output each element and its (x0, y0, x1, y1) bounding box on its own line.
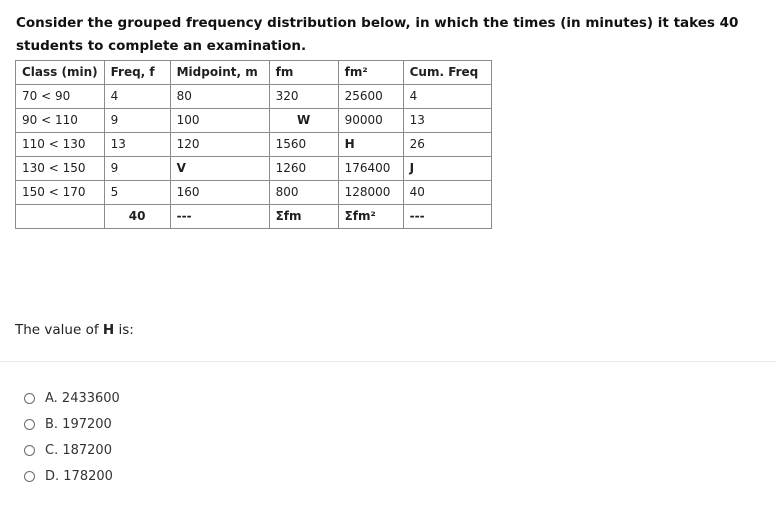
cell-midpoint: 100 (170, 109, 269, 133)
cell-midpoint: 80 (170, 85, 269, 109)
table-totals-row (16, 205, 492, 229)
radio-icon[interactable] (24, 419, 35, 430)
table-row (16, 133, 492, 157)
question-text: Consider the grouped frequency distribution below, in which the times (in minutes) it takes 40 students to complete an examination. (16, 15, 739, 54)
option-a[interactable] (24, 385, 120, 411)
header-freq: Freq, f (104, 61, 170, 85)
prompt-suffix: is: (114, 322, 134, 338)
cell-fm-squared-unknown-h: H (338, 133, 403, 157)
prompt-variable: H (102, 322, 115, 338)
cell-cum-freq: 13 (403, 109, 491, 133)
radio-icon[interactable] (24, 445, 35, 456)
cell-class: 150 < 170 (16, 181, 105, 205)
option-label: B. 197200 (45, 416, 112, 432)
header-midpoint: Midpoint, m (170, 61, 269, 85)
cell-cum-freq-unknown-j: J (403, 157, 491, 181)
cell-freq: 13 (104, 133, 170, 157)
header-fm: fm (269, 61, 338, 85)
cell-totals-empty (16, 205, 105, 229)
cell-class: 90 < 110 (16, 109, 105, 133)
cell-midpoint: 120 (170, 133, 269, 157)
header-class: Class (min) (16, 61, 105, 85)
cell-fm-squared: 25600 (338, 85, 403, 109)
cell-class: 110 < 130 (16, 133, 105, 157)
header-cum-freq: Cum. Freq (403, 61, 491, 85)
cell-fm-squared: 176400 (338, 157, 403, 181)
header-fm-squared: fm² (338, 61, 403, 85)
cell-total-midpoint: --- (170, 205, 269, 229)
cell-cum-freq: 26 (403, 133, 491, 157)
option-label: A. 2433600 (45, 390, 120, 406)
table-row (16, 157, 492, 181)
cell-class: 70 < 90 (16, 85, 105, 109)
option-label: C. 187200 (45, 442, 112, 458)
option-label: D. 178200 (45, 468, 113, 484)
cell-fm-squared: 128000 (338, 181, 403, 205)
cell-midpoint: 160 (170, 181, 269, 205)
cell-cum-freq: 40 (403, 181, 491, 205)
radio-icon[interactable] (24, 471, 35, 482)
cell-fm-squared: 90000 (338, 109, 403, 133)
cell-freq: 4 (104, 85, 170, 109)
option-b[interactable] (24, 411, 120, 437)
cell-fm-unknown-w: W (269, 109, 338, 133)
table-row (16, 85, 492, 109)
cell-cum-freq: 4 (403, 85, 491, 109)
cell-total-freq: 40 (104, 205, 170, 229)
question-prompt (15, 322, 134, 338)
cell-fm: 800 (269, 181, 338, 205)
cell-freq: 9 (104, 109, 170, 133)
cell-fm: 320 (269, 85, 338, 109)
cell-freq: 9 (104, 157, 170, 181)
table-row (16, 181, 492, 205)
cell-fm: 1260 (269, 157, 338, 181)
option-d[interactable] (24, 463, 120, 489)
frequency-table (15, 60, 492, 229)
cell-sum-fm: Σfm (269, 205, 338, 229)
radio-icon[interactable] (24, 393, 35, 404)
table-row (16, 109, 492, 133)
cell-total-cum: --- (403, 205, 491, 229)
cell-fm: 1560 (269, 133, 338, 157)
table-header-row (16, 61, 492, 85)
divider (0, 361, 776, 362)
answer-options (24, 385, 120, 489)
cell-midpoint-unknown-v: V (170, 157, 269, 181)
cell-sum-fm-squared: Σfm² (338, 205, 403, 229)
cell-freq: 5 (104, 181, 170, 205)
prompt-prefix: The value of (15, 322, 103, 338)
cell-class: 130 < 150 (16, 157, 105, 181)
option-c[interactable] (24, 437, 120, 463)
